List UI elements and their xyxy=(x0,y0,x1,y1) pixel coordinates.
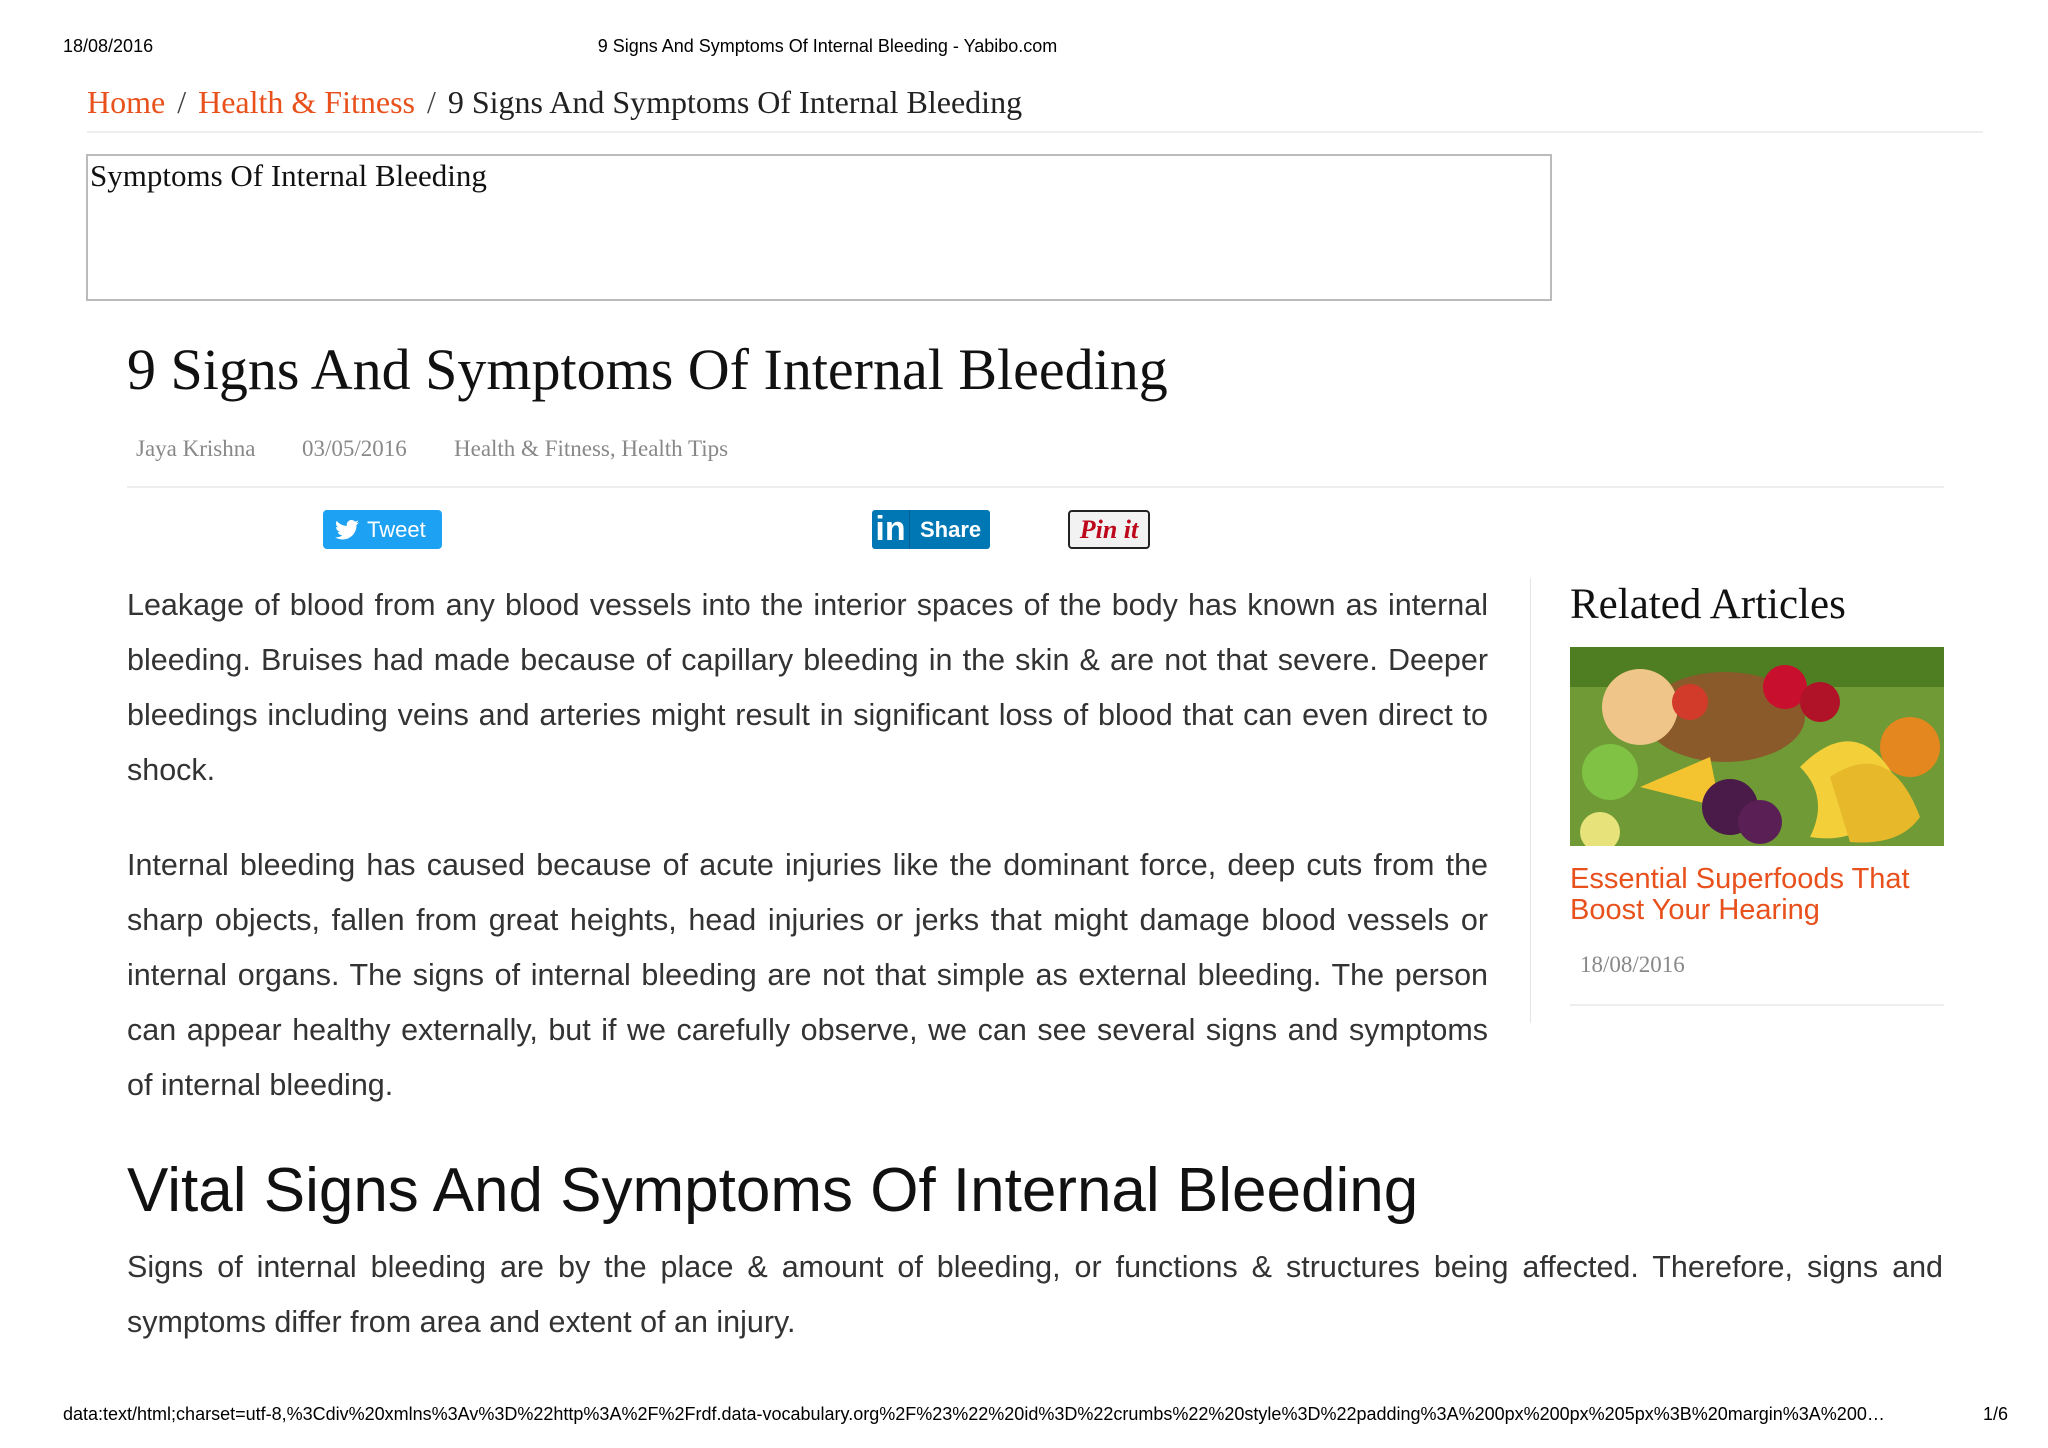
article-author[interactable]: Jaya Krishna xyxy=(136,436,256,461)
pin-it-label: Pin it xyxy=(1079,514,1139,544)
breadcrumb-home[interactable]: Home xyxy=(87,84,166,120)
twitter-bird-icon xyxy=(335,520,359,540)
ad-box xyxy=(86,154,1552,301)
linkedin-icon: in xyxy=(872,510,910,549)
fruits-image xyxy=(1570,647,1944,846)
breadcrumb-health-fitness[interactable]: Health & Fitness xyxy=(198,84,415,120)
divider xyxy=(127,486,1944,488)
print-url: data:text/html;charset=utf-8,%3Cdiv%20xmlns%3Av%3D%22http%3A%2F%2Frdf.data-vocabulary.org%2F%23%22%20id%3D%22crumbs%22%20style%3D%22padding%3A%200px%200px%205px%3B%20margin%3A%200… xyxy=(63,1404,1885,1424)
divider xyxy=(1570,1004,1944,1006)
ad-box-text: Symptoms Of Internal Bleeding xyxy=(90,158,487,193)
article-date: 03/05/2016 xyxy=(302,436,407,461)
breadcrumb-separator: / xyxy=(177,84,187,120)
related-article-date: 18/08/2016 xyxy=(1580,952,1685,977)
article-paragraph: Internal bleeding has caused because of acute injuries like the dominant force, deep cuts from the sharp objects, fallen from great heights, head injuries or jerks that might damage blood vessels or internal organs. The signs of internal bleeding are not that simple as external bleeding. The person can appear healthy externally, but if we carefully observe, we can see several signs and symptoms of internal bleeding. xyxy=(127,848,1488,1102)
section-heading: Vital Signs And Symptoms Of Internal Bleeding xyxy=(127,1156,1419,1225)
pinterest-pin-button[interactable] xyxy=(1068,510,1150,549)
linkedin-share-button[interactable] xyxy=(872,510,990,549)
print-date: 18/08/2016 xyxy=(63,36,154,56)
page-number: 1/6 xyxy=(1983,1404,2009,1424)
tweet-label: Tweet xyxy=(367,516,426,542)
breadcrumb xyxy=(87,84,1022,121)
article-categories[interactable]: Health & Fitness, Health Tips xyxy=(454,436,729,461)
article-title: 9 Signs And Symptoms Of Internal Bleeding xyxy=(127,337,1168,402)
print-title: 9 Signs And Symptoms Of Internal Bleeding - Yabibo.com xyxy=(597,36,1058,56)
breadcrumb-current: 9 Signs And Symptoms Of Internal Bleeding xyxy=(447,84,1023,120)
breadcrumb-separator: / xyxy=(426,84,436,120)
divider xyxy=(87,131,1983,133)
linkedin-share-label: Share xyxy=(920,516,982,542)
article-paragraph: Leakage of blood from any blood vessels into the interior spaces of the body has known as internal bleeding. Bruises had made because of capillary bleeding in the skin & are not that severe. Deeper bleedings including veins and arteries might result in significant loss of blood that can even direct to shock. xyxy=(127,588,1488,787)
related-article-image[interactable] xyxy=(1570,647,1944,846)
related-articles-heading: Related Articles xyxy=(1570,581,1846,628)
section-paragraph: Signs of internal bleeding are by the place & amount of bleeding, or functions & structures being affected. Therefore, signs and symptoms differ from area and extent of an injury. xyxy=(127,1250,1943,1339)
tweet-button[interactable] xyxy=(323,510,442,549)
sidebar-divider xyxy=(1530,578,1531,1023)
related-article-link[interactable]: Essential Superfoods That Boost Your Hearing xyxy=(1570,863,1910,926)
